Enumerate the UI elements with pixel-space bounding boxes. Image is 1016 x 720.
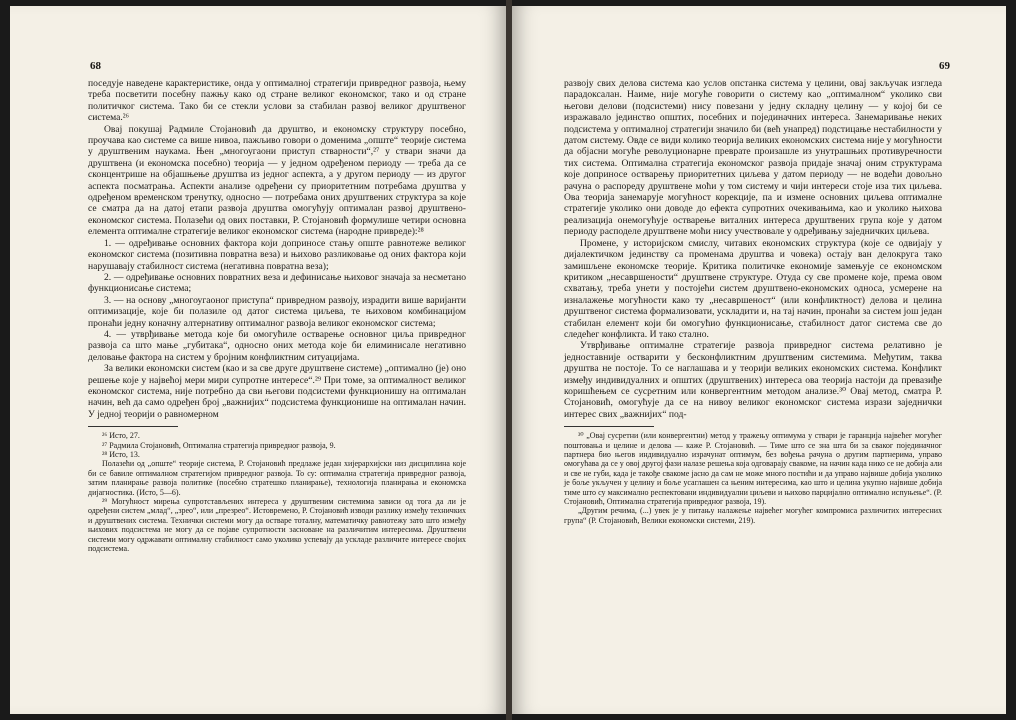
list-item: 4. — утврђивање метода које би омогућиле остварење основног циља привредног развоја са што мање „губитака“, односно оних метода које би елиминисале негативно деловање фактора на систем у бројним конфликтним ситуацијама. bbox=[88, 328, 466, 363]
list-item: 3. — на основу „многоугаоног приступа“ привредном развоју, израдити више варијанти оптимизације, које би полазиле од датог система циљева, те њиховом комбинацијом пронаћи једну коначну алтернативу оптималног развоја великог економског система; bbox=[88, 294, 466, 329]
paragraph: Овај покушај Радмиле Стојановић да друштво, и економску структуру посебно, проучава као системе са више нивоа, пажљиво говори о доменима „опште“ теорије система у друштвеним наукама. Њен „многоугаони приступ стварности“,²⁷ у ствари значи да друштвена (и економска посебно) теорија — у једном одређеном периоду — треба да се сконцентрише на објашњење друштва из једног аспекта, а у другом периоду — из другог аспекта посматрања. Аспекти анализе одређени су приоритетним потребама друштва у одређеном временском тренутку, односно — потребама оних друштвених структура за које се сматра да на датој етапи развоја друштва омогућују оптималан развој друштвено-економског система. Полазећи од ових поставки, Р. Стојановић формулише четири основна елемента оптималне стратегије великог економског система (народне привреде):²⁸ bbox=[88, 123, 466, 238]
footnote: Полазећи од „опште“ теорије система, Р. Стојановић предлаже један хијерархијски низ дисциплина које би се бавиле оптималном стратегијом привредног развоја. То су: оптимална стратегија привредног развоја, затим планирање развоја политике (посебно стратешко планирање), технологија планирања и економска дијагностика. (Исто, 5—6). bbox=[88, 459, 466, 497]
footnotes bbox=[88, 431, 466, 553]
paragraph: За велики економски систем (као и за све друге друштвене системе) „оптимално (је) оно решење које у највећој мери мири супротне интересе“.²⁹ При томе, за оптималност великог економског система, није потребно да сви његови подсистеми функционишу на оптималан начин, већ да само одређен број „важнијих“ подсистема функционише на оптималан начин. У једној теорији о равномерном bbox=[88, 363, 466, 420]
paragraph: развоју свих делова система као услов опстанка система у целини, овај закључак изгледа парадоксалан. Наиме, није могуће говорити о систему као „оптималном“ уколико сви његови делови (подсистеми) нису повезани у једну складну целину — у којој би се изражавало јединство општих, посебних и појединачних интереса. Занемаривање неких подсистема у оптималној стратегији значило би (већ унапред) подстицање нестабилности у датом систему. Овде се види колико теорија великих економских система није у могућности да објасни могуће револуционарне преврате произашле из унутрашњих противуречности тих система. Оптимална стратегија економског развоја придаје значај оним структурама које доприносе остварењу приоритетних циљева у датом периоду — не водећи довољно рачуна о распореду друштвене моћи у том систему и чији интереси стоје иза тих циљева. Ова теорија занемарује могућност корекције, па и измене основних циљева оптималне стратегије уколико они доводе до ефекта супротних очекивањима, као и уколико њихова реализација онемогућује остварење виталних интереса друштвених група које у датом периоду расподеле друштвене моћи нису учествовале у одређивању заједничких циљева. bbox=[564, 78, 942, 238]
right-text-column bbox=[564, 78, 942, 525]
left-page bbox=[10, 6, 506, 714]
page-number: 69 bbox=[939, 60, 950, 72]
footnote: ²⁶ Исто, 27. bbox=[102, 431, 140, 441]
list-item: 1. — одређивање основних фактора који доприносе стању опште равнотеже великог економског система (позитивна повратна веза) и њихово разликовање од оних фактора који нарушавају стабилност система (негативна повратна веза); bbox=[88, 237, 466, 272]
footnote-divider bbox=[564, 426, 654, 427]
footnote: „Другим речима, (...) увек је у питању налажење највећег могућег компромиса различитих интересних група“ (Р. Стојановић, Велики економски системи, 219). bbox=[564, 506, 942, 525]
paragraph: Промене, у историјском смислу, читавих економских структура (које се одвијају у дијалектичком јединству са променама друштва и човека) остају ван делокруга тако замишљене економске теорије. Критика политичке економије замењује се економском критиком „несавршености“ друштвене структуре. Отуда су све промене које, према овом схватању, треба унети у постојећи систем друштвено-економских односа, усмерене на изналажење могућности како ту „несавршеност“ (или конфликтност) делова и целина друштвеног система формализовати, ускладити и, на тај начин, пронаћи за систем још један стабилан елемент који би омогућио функционисање, стабилност датог система све до следећег конфликта. И тако стално. bbox=[564, 237, 942, 340]
list-item: 2. — одређивање основних повратних веза и дефинисање њиховог значаја за несметано функционисање система; bbox=[88, 271, 466, 295]
footnote: ²⁷ Радмила Стојановић, Оптимална стратегија привредног развоја, 9. bbox=[102, 440, 336, 450]
footnote: ²⁹ Могућност мирења супротстављених интереса у друштвеним системима зависи од тога да ли је одређени систем „млад“, „зрео“, или „презрео“. Истовремено, Р. Стојановић изводи разлику између техничких и друштвених система. Технички системи могу да остваре тоталну, математичку равнотежу зато што између њихових подсистема не могу да се појаве супротности засноване на различитим интересима. Друштвени системи могу одржавати оптималну стабилност само уколико успевају да ускладе различите интересе својих подсистема. bbox=[88, 497, 466, 554]
footnotes bbox=[564, 431, 942, 525]
paragraph: Утврђивање оптималне стратегије развоја привредног система релативно је једноставније остварити у бесконфликтним друштвеним системима. Међутим, таква друштва не постоје. То се наглашава и у теорији великих економских система. Конфликт између индивидуалних и општих (друштвених) интереса ова теорија настоји да превазиђе коришћењем се сусретним или конвергентним методом анализе.³⁰ Овај метод, сматра Р. Стојановић, омогућује да се на нивоу великог економског система изрази заједнички интерес свих „важнијих“ под- bbox=[564, 340, 942, 420]
paragraph: поседује наведене карактеристике, онда у оптималној стратегији привредног развоја, њему треба посветити посебну пажњу како од стране великог економског, тако и од стране политичког система. Тако би се стекли услови за стабилан развој великог друштвеног система.²⁶ bbox=[88, 78, 466, 124]
footnote-divider bbox=[88, 426, 178, 427]
right-page bbox=[512, 6, 1006, 714]
left-text-column bbox=[88, 78, 466, 553]
page-number: 68 bbox=[90, 60, 101, 72]
footnote: ³⁰ „Овај сусретни (или конвергентни) метод у тражењу оптимума у ствари је гаранција највећег могућег поштовања и целине и делова — каже Р. Стојановић. — Тиме што се зна шта би за сваког појединачног партнера био његов индивидуално израчунат оптимум, без вођења рачуна о другим партнерима, управо омогућава да се у овој другој фази налазе решења која одговарају свакоме, на начин када нико се не добија али и све не губи, када је такође свакоме јасно да сам не може много постићи и да управо највише добија уколико је боље укључен у целину и боље усаглашен са њеним интересима, као што и целина укупно највише добија тиме што су максимално респектовани индивидуални циљеви и њихово парцијално оптимално испуњење“. (Р. Стојановић, Оптимална стратегија привредног развоја, 19). bbox=[564, 431, 942, 507]
footnote: ²⁸ Исто, 13. bbox=[102, 450, 140, 459]
